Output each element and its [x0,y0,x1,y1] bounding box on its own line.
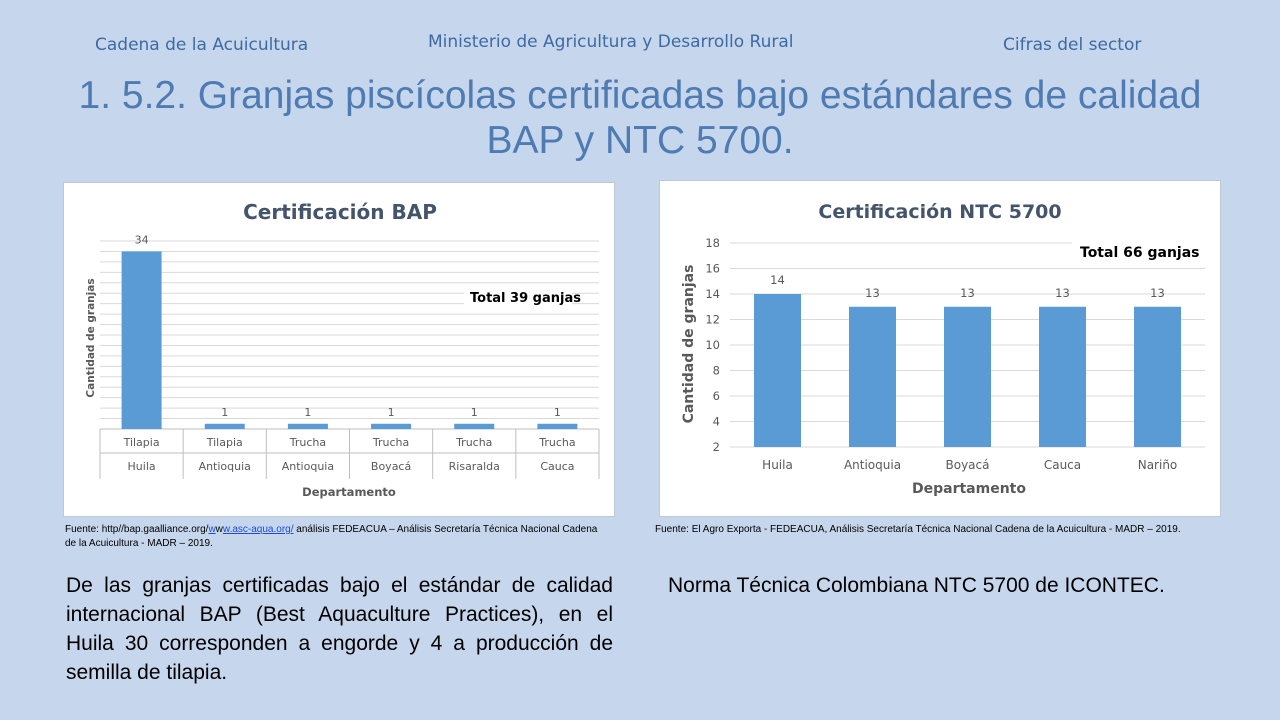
ntc-bar [1134,307,1181,447]
ntc-bar [944,307,991,447]
ntc-y-tick-label: 4 [712,414,720,429]
bap-category-department: Cauca [540,460,575,473]
bap-data-label: 1 [553,405,561,419]
bap-y-axis-label: Cantidad de granjas [85,278,97,398]
ntc-category-label: Nariño [1137,458,1178,472]
ntc-y-tick-label: 12 [705,312,720,327]
source-bap-mid: w [215,524,223,535]
source-bap-link-1[interactable]: w [208,524,216,535]
bap-bar [288,424,328,429]
body-text-bap: De las granjas certificadas bajo el estándar de calidad internacional BAP (Best Aquaculture Practices), en el Huila 30 corresponden a engorde y 4 a producción de semilla de tilapia. [66,574,613,684]
bap-data-label: 34 [134,233,149,247]
ntc-category-label: Boyacá [945,458,990,472]
ntc-data-label: 13 [960,285,975,300]
bap-category-department: Antioquia [281,460,335,473]
ntc-y-tick-label: 14 [705,287,720,301]
ntc-chart [660,181,1220,516]
bap-data-label: 1 [470,405,478,419]
bap-chart-title: Certificación BAP [243,200,437,224]
ntc-y-tick-label: 10 [705,338,720,352]
bap-category-species: Trucha [539,436,576,449]
source-bap-suffix: análisis FEDEACUA – Análisis Secretaría Técnica Nacional Cadena de la Acuicultura - MADR – 2019. [65,524,598,549]
slide-title: 1. 5.2. Granjas piscícolas certificadas bajo estándares de calidad BAP y NTC 5700. [78,74,1202,162]
ntc-y-tick-label: 16 [705,261,720,276]
source-note-bap [65,523,610,551]
ntc-category-label: Huila [762,458,793,472]
bap-category-species: Trucha [372,436,410,449]
source-note-ntc: Fuente: El Agro Exporta - FEDEACUA, Análisis Secretaría Técnica Nacional Cadena de la Acuicultura - MADR – 2019. [655,524,1181,535]
ntc-data-label: 13 [1055,285,1070,300]
bap-bar [122,251,162,429]
ntc-data-label: 13 [1150,285,1165,300]
bap-bar [205,424,245,429]
bap-x-axis-label: Departamento [302,485,396,499]
body-text-ntc: Norma Técnica Colombiana NTC 5700 de ICONTEC. [668,574,1165,597]
bap-bar [371,424,411,429]
ntc-y-tick-label: 8 [712,363,720,378]
ntc-category-label: Cauca [1043,458,1082,472]
bap-category-department: Huila [127,460,156,473]
header-chain-name: Cadena de la Acuicultura [95,35,309,55]
bap-category-department: Boyacá [370,460,412,473]
ntc-y-axis-label: Cantidad de granjas [681,264,697,424]
bap-bar [454,424,494,429]
chart-panel-bap [63,182,615,517]
ntc-x-axis-label: Departamento [912,481,1026,497]
ntc-category-label: Antioquia [843,458,902,472]
bap-data-label: 1 [387,405,395,419]
bap-chart [64,183,614,516]
ntc-bar [1039,307,1086,447]
ntc-bar [754,294,801,447]
ntc-data-label: 13 [865,285,880,300]
ntc-y-tick-label: 6 [712,389,720,403]
bap-category-species: Trucha [456,436,493,449]
bap-category-department: Antioquia [198,460,251,473]
bap-category-species: Tilapia [123,436,160,449]
bap-category-species: Tilapia [206,436,243,449]
source-bap-prefix: Fuente: http//bap.gaalliance.org/ [65,524,209,535]
bap-total-annotation: Total 39 ganjas [470,291,581,306]
ntc-data-label: 14 [770,273,785,287]
ntc-chart-title: Certificación NTC 5700 [818,201,1062,223]
ntc-y-tick-label: 18 [705,236,720,250]
source-bap-link-2[interactable]: w.asc-aqua.org/ [222,524,294,535]
bap-bar [537,424,577,429]
header-ministry: Ministerio de Agricultura y Desarrollo Rural [428,32,794,52]
header-sector-figures: Cifras del sector [1003,35,1142,55]
ntc-total-annotation: Total 66 ganjas [1080,245,1200,261]
ntc-y-tick-label: 2 [712,440,720,454]
bap-data-label: 1 [221,405,229,419]
bap-category-department: Risaralda [448,460,500,473]
chart-panel-ntc [659,180,1221,517]
ntc-bar [849,307,896,447]
bap-category-species: Trucha [289,436,327,449]
bap-data-label: 1 [304,405,312,419]
